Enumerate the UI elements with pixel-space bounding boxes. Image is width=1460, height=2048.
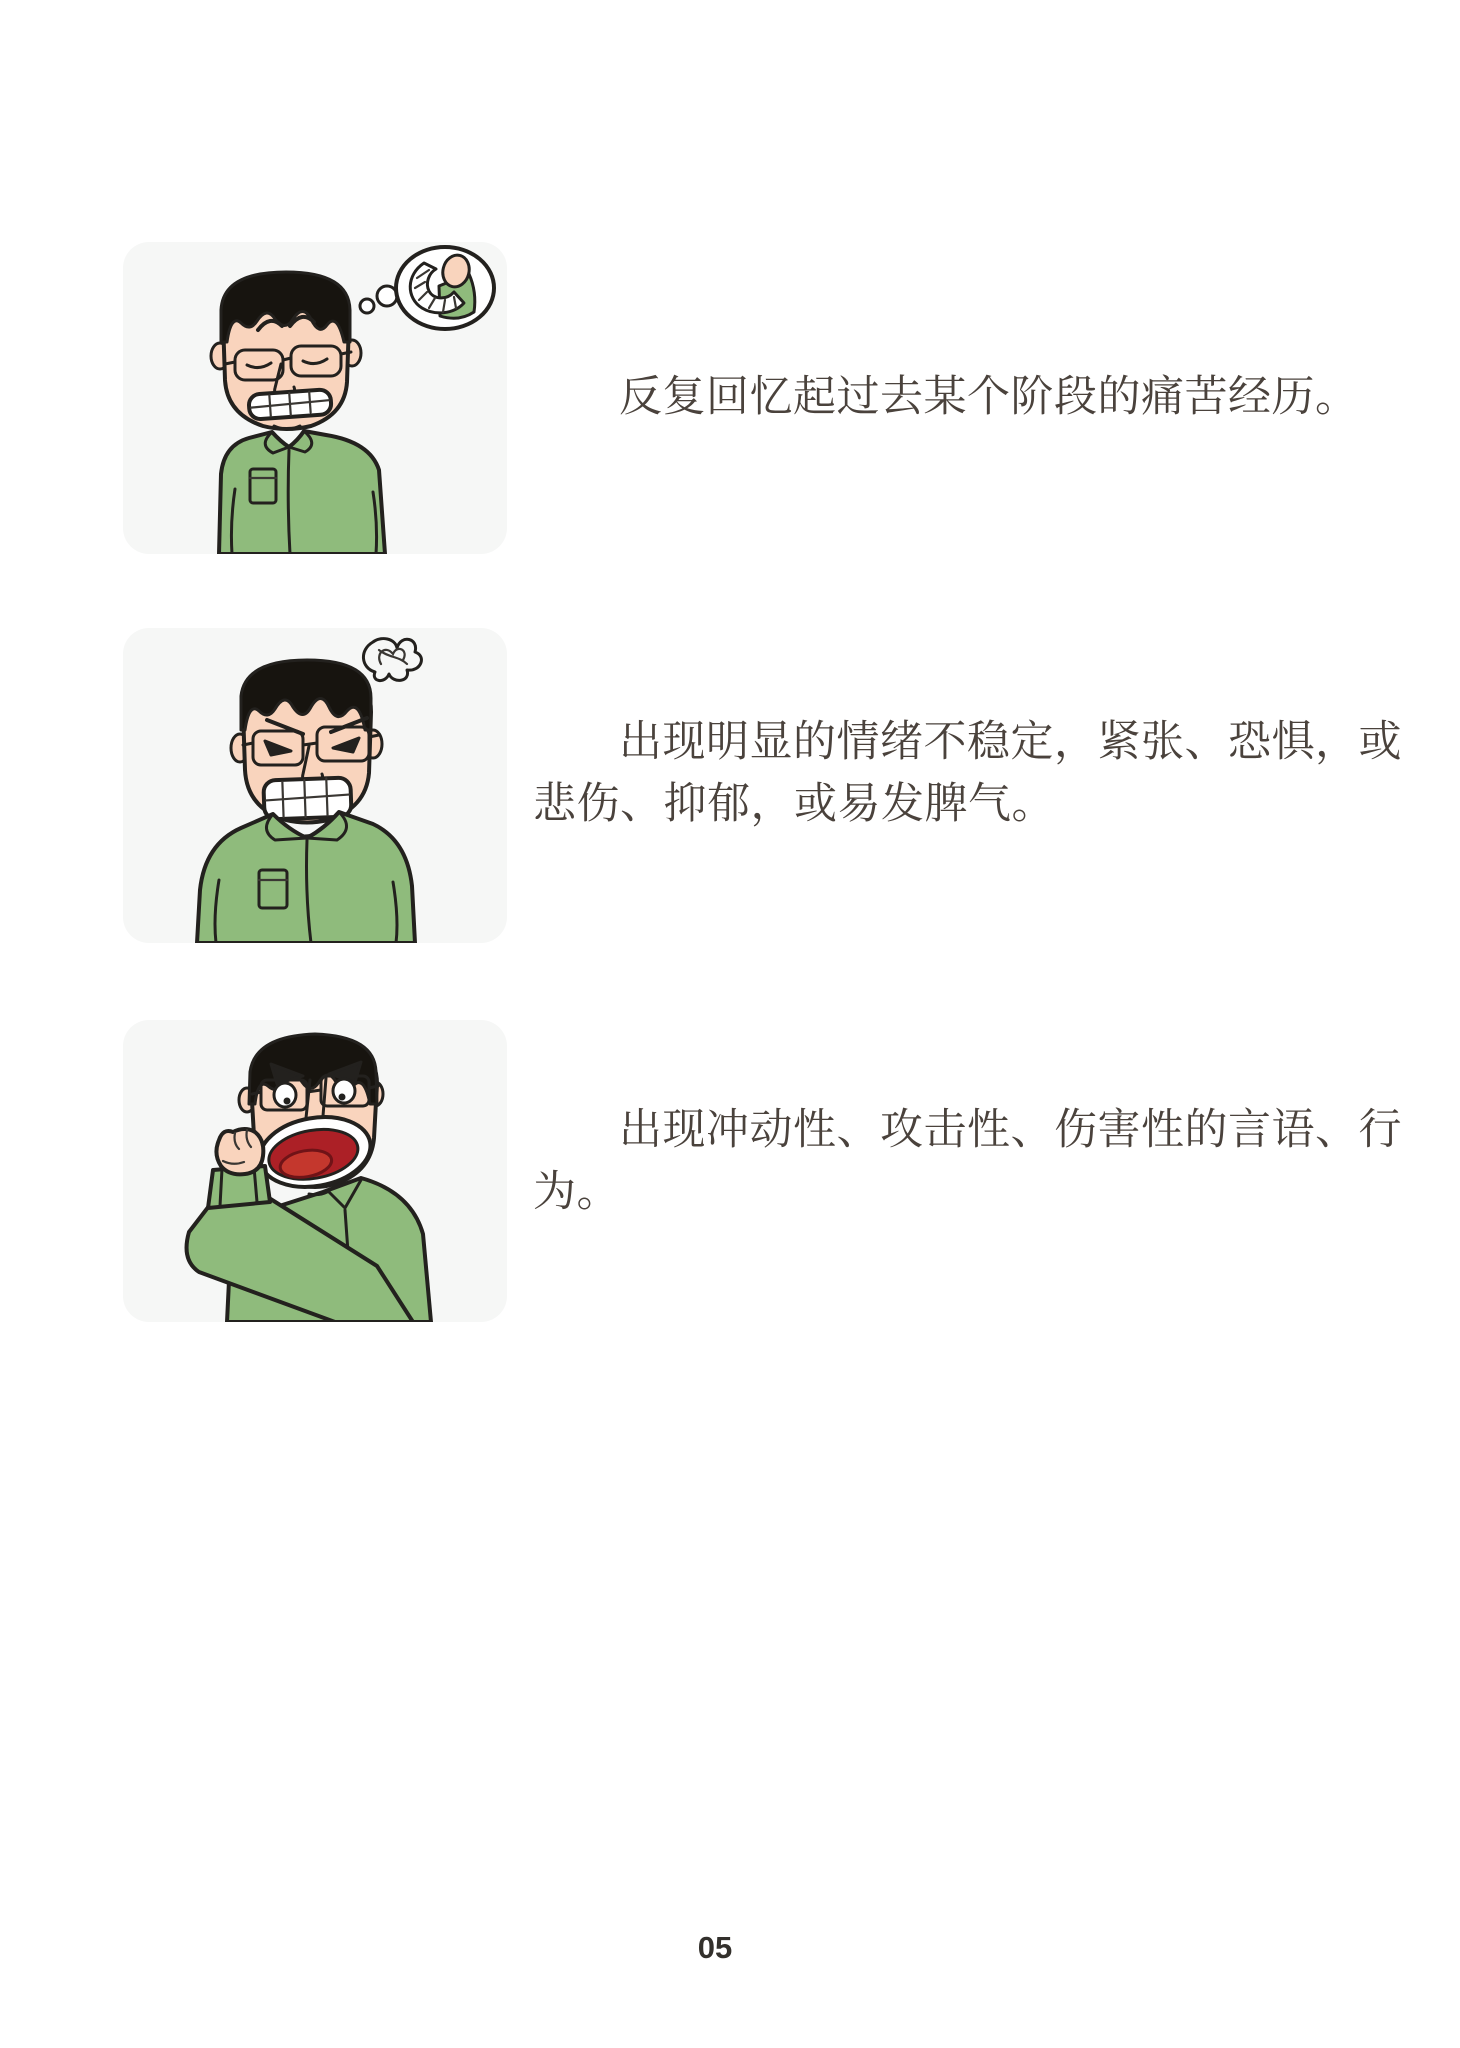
illustration-panel-emotion	[123, 628, 507, 943]
caption-line: 悲伤、抑郁，或易发脾气。	[533, 780, 1055, 828]
caption-line: 出现冲动性、攻击性、伤害性的言语、行	[619, 1106, 1402, 1154]
page-number: 05	[697, 1930, 733, 1965]
caption-emotion	[533, 711, 1433, 835]
caption-line: 出现明显的情绪不稳定，紧张、恐惧，或	[619, 718, 1402, 766]
illustration-panel-recall	[123, 242, 507, 554]
caption-line: 反复回忆起过去某个阶段的痛苦经历。	[619, 373, 1359, 421]
angry-man-illustration-icon	[123, 628, 507, 943]
shouting-man-illustration-icon	[123, 1020, 507, 1322]
illustration-panel-aggression	[123, 1020, 507, 1322]
man-recalling-illustration-icon	[123, 242, 507, 554]
caption-line: 为。	[533, 1168, 620, 1216]
caption-recall	[533, 366, 1433, 428]
caption-aggression	[533, 1099, 1433, 1223]
